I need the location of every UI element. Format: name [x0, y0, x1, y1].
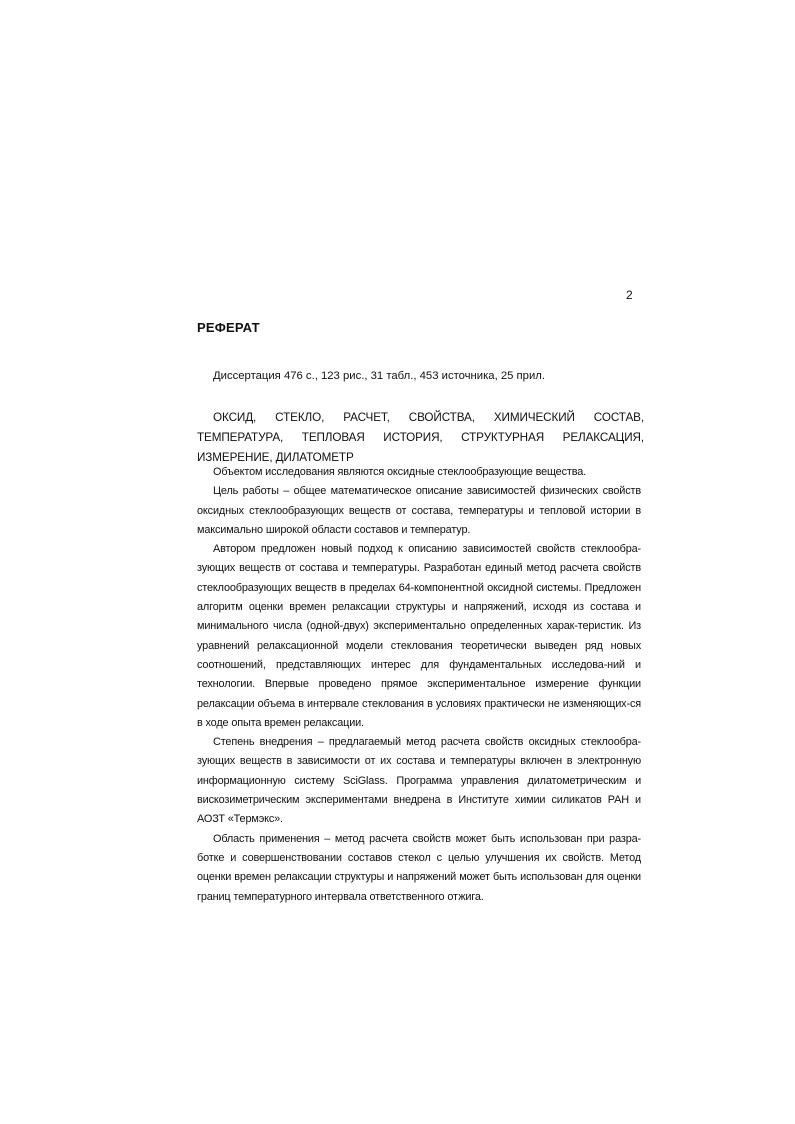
page-number: 2	[626, 288, 633, 302]
keywords: ОКСИД, СТЕКЛО, РАСЧЕТ, СВОЙСТВА, ХИМИЧЕСКИЙ СОСТАВ, ТЕМПЕРАТУРА, ТЕПЛОВАЯ ИСТОРИЯ, СТРУКТУРНАЯ РЕЛАКСАЦИЯ, ИЗМЕРЕНИЕ, ДИЛАТОМЕТР	[197, 411, 644, 464]
dissertation-meta: Диссертация 476 с., 123 рис., 31 табл., 453 источника, 25 прил.	[213, 370, 546, 382]
paragraph-goal: Цель работы – общее математическое описание зависимостей физических свойств оксидных стеклообразующих веществ от состава, температуры и тепловой истории в максимально широкой области составов и температур.	[197, 485, 641, 536]
abstract-body	[197, 463, 641, 907]
paragraph-object: Объектом исследования являются оксидные стеклообразующие вещества.	[213, 466, 587, 478]
paragraph-implementation: Степень внедрения – предлагаемый метод расчета свойств оксидных стеклообра-зующих веществ в зависимости от их состава и температуры включен в электронную информационную систему SciGlass. Программа управления дилатометрическим и вискозиметрическим экспериментами внедрена в Институте химии силикатов РАН и АОЗТ «Термэкс».	[197, 736, 641, 826]
section-title: РЕФЕРАТ	[197, 320, 260, 335]
paragraph-results: Автором предложен новый подход к описанию зависимостей свойств стеклообра-зующих веществ от состава и температуры. Разработан единый метод расчета свойств стеклообразующих веществ в пределах 64-компонентной оксидной системы. Предложен алгоритм оценки времен релаксации структуры и напряжений, исходя из состава и минимального числа (одной-двух) экспериментально определенных харак-теристик. Из уравнений релаксационной модели стеклования теоретически выведен ряд новых соотношений, представляющих интерес для фундаментальных исследова-ний и технологии. Впервые проведено прямое экспериментальное измерение функции релаксации объема в интервале стеклования в условиях практически не изменяющих-ся в ходе опыта времен релаксации.	[197, 543, 641, 729]
paragraph-application: Область применения – метод расчета свойств может быть использован при разра-ботке и совершенствовании составов стекол с целью улучшения их свойств. Метод оценки времен релаксации структуры и напряжений может быть использован для оценки границ температурного интервала ответственного отжига.	[197, 832, 641, 903]
